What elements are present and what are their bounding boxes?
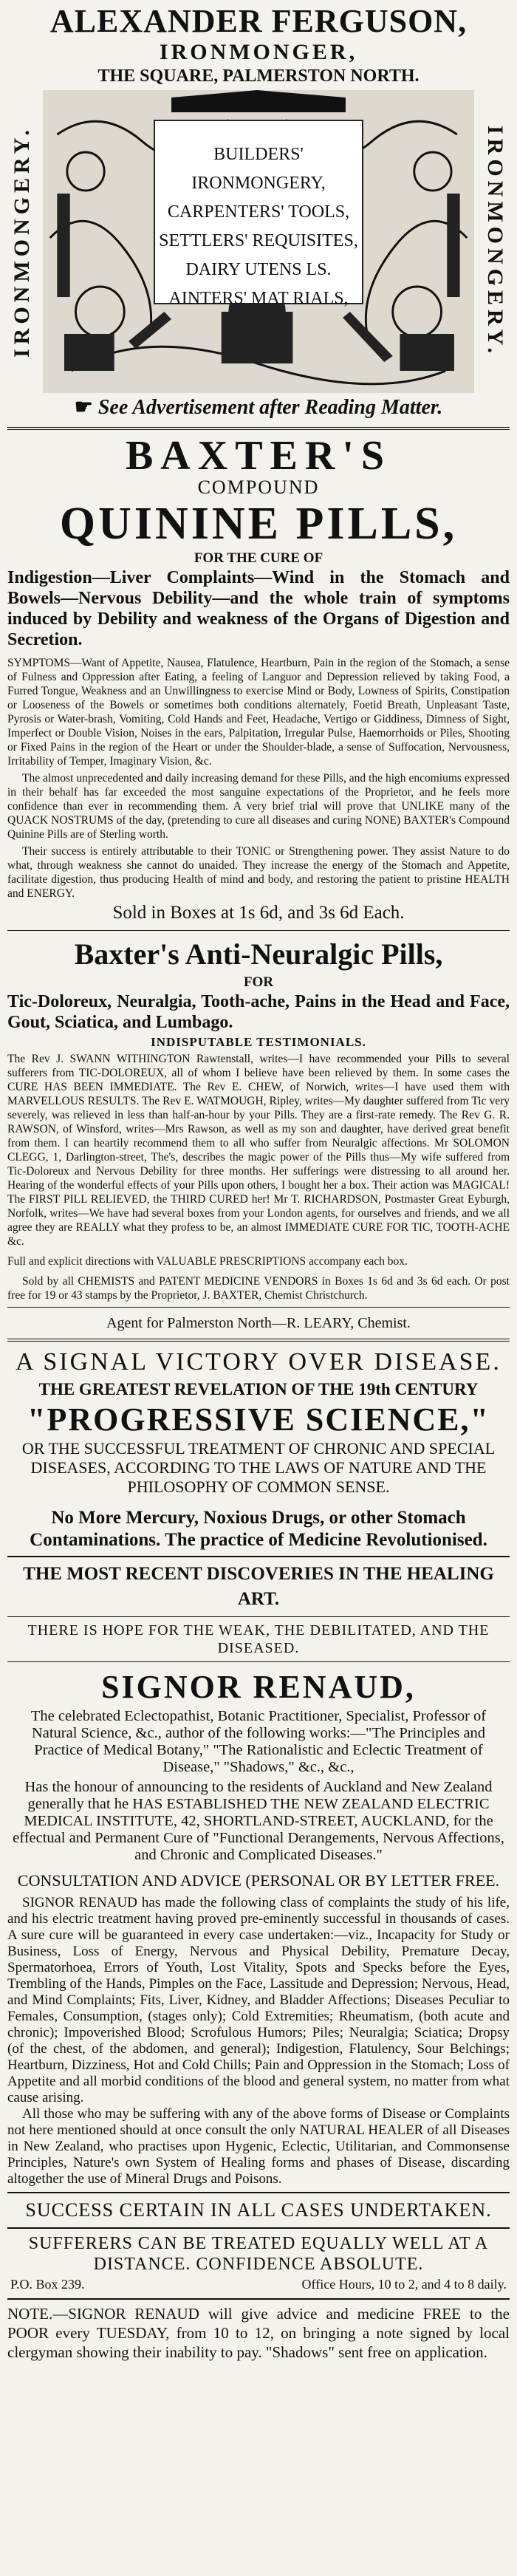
institute-announcement: Has the honour of announcing to the residents of Auckland and New Zealand generally that he HAS ESTABLISHED THE NEW ZEALAND ELECTRIC MEDICAL INSTITUTE, 42, SHORTLAND-STREET, AUCKLAND, for the effectual and Permanent Cure of "Functional Derangements, Nervous Affections, and Chronic and Complicated Diseases."	[13, 1779, 504, 1863]
contact-row	[7, 2275, 510, 2294]
goods-shield	[154, 120, 363, 308]
free-advice-note: NOTE.—SIGNOR RENAUD will give advice and medicine FREE to the POOR every TUESDAY, from 10 to 12, on bringing a note signed by local clergyman showing their inability to pay. "Shadows" sent free on application.	[7, 2305, 510, 2361]
goods-item: SETTLERS' REQUISITES,	[159, 231, 358, 250]
divider	[7, 427, 510, 430]
divider	[7, 1556, 510, 1557]
divider	[7, 930, 510, 931]
for-cure-label: FOR THE CURE OF	[194, 550, 323, 566]
baxter-advert	[7, 434, 510, 1334]
divider	[7, 1616, 510, 1617]
practitioner-name: SIGNOR RENAUD,	[101, 1669, 416, 1705]
progressive-science-title: "PROGRESSIVE SCIENCE,"	[27, 1401, 490, 1438]
anti-for-label: FOR	[243, 974, 274, 990]
ornament-illustration	[43, 90, 474, 393]
divider	[7, 2227, 510, 2229]
advertiser-trade: IRONMONGER,	[159, 40, 358, 64]
hope-line: THERE IS HOPE FOR THE WEAK, THE DEBILITATED, AND THE DISEASED.	[27, 1622, 490, 1656]
goods-item: CARPENTERS' TOOLS,	[167, 202, 350, 222]
divider	[7, 1307, 510, 1308]
symptoms-paragraph: SYMPTOMS—Want of Appetite, Nausea, Flatulence, Heartburn, Pain in the region of the Stomach, a sense of Fulness and Oppression after Eating, a feeling of Languor and Depression relieved by taking Food, a Furred Tongue, Weakness and an Unwillingness to exercise Mind or Body, Lowness of Spirits, Constipation or Looseness of the Bowels or sometimes both conditions alternately, Foetid Breath, Unpleasant Taste, Pyrosis or Water-brash, Vomiting, Cold Hands and Feet, Headache, Vertigo or Giddiness, Dimness of Sight, Imperfect or Double Vision, Noises in the ears, Palpitation, Irregular Pulse, Haemorrhoids or Piles, Shooting or Fixed Pains in the region of the Heart or under the Shoulder-blade, a sense of Suffocation, Nervousness, Irritability of Temper, Imaginary Vision, &c.	[7, 657, 510, 768]
recent-discoveries-line: THE MOST RECENT DISCOVERIES IN THE HEALING ART.	[23, 1564, 494, 1609]
ferguson-advert	[7, 0, 510, 423]
directions-line: Full and explicit directions with VALUABLE PRESCRIPTIONS accompany each box.	[7, 1255, 408, 1268]
divider	[7, 1661, 510, 1662]
demand-paragraph: The almost unprecedented and daily increasing demand for these Pills, and the high encomiums expressed in their behalf has far exceeded the most sanguine expectations of the Proprietor, and he feels more confidence than ever in recommending them. A very brief trial will prove that UNLIKE many of the QUACK NOSTRUMS of the day, (pretending to cure all diseases and curing NONE) BAXTER's Compound Quinine Pills are of Sterling worth.	[7, 772, 510, 841]
divider	[7, 1339, 510, 1342]
pointing-hand-icon: ☛	[74, 396, 93, 419]
product-name: QUININE PILLS,	[59, 499, 458, 549]
anti-indications: Tic-Doloreux, Neuralgia, Tooth-ache, Pains in the Head and Face, Gout, Sciatica, and Lumbago.	[7, 992, 510, 1032]
distance-treatment-line: SUFFERERS CAN BE TREATED EQUALLY WELL AT A DISTANCE. CONFIDENCE ABSOLUTE.	[28, 2234, 489, 2274]
goods-item: DAIRY UTENS LS.	[185, 260, 332, 279]
consultation-line: CONSULTATION AND ADVICE (PERSONAL OR BY LETTER FREE.	[17, 1871, 500, 1890]
goods-item: BUILDERS' IRONMONGERY,	[191, 145, 326, 193]
advertiser-name: ALEXANDER FERGUSON,	[49, 3, 468, 39]
advertiser-address: THE SQUARE, PALMERSTON NORTH.	[97, 66, 420, 86]
po-box: P.O. Box 239.	[10, 2277, 85, 2292]
complaints-paragraph: SIGNOR RENAUD has made the following class of complaints the study of his life, and his electric treatment having proved pre-eminently successful in thousands of cases. A sure cure will be guaranteed in every case undertaken:—viz., Incapacity for Study or Business, Loss of Energy, Nervous and Physical Debility, Premature Decay, Spermatorhoea, Errors of Youth, Lost Vitality, Spots and Specks before the Eyes, Trembling of the Hands, Pimples on the Face, Lassitude and Depression; Nervous, Head, and Mind Complaints; Fits, Liver, Kidney, and Bladder Affections; Diseases Peculiar to Females, Consumption, (stages only); Cold Extremities; Rheumatism, (both acute and chronic); Impoverished Blood; Scrofulous Humors; Piles; Neuralgia; Sciatica; Dropsy (of the chest, of the abdomen, and general); Indigestion, Flatulency, Sour Belchings; Heartburn, Dizziness, Hot and Cold Chills; Pain and Oppression in the Stomach; Loss of Appetite and all morbid conditions of the blood and general system, no matter from what cause arising.	[7, 1895, 510, 2105]
chemists-line: Sold by all CHEMISTS and PATENT MEDICINE VENDORS in Boxes 1s 6d and 3s 6d each. Or post free for 19 or 43 stamps by the Proprietor, J. BAXTER, Chemist Christchurch.	[7, 1275, 510, 1302]
treatment-subtitle: OR THE SUCCESSFUL TREATMENT OF CHRONIC AND SPECIAL DISEASES, ACCORDING TO THE LAWS OF NATURE AND THE PHILOSOPHY OF COMMON SENSE.	[21, 1439, 496, 1496]
price-line: Sold in Boxes at 1s 6d, and 3s 6d Each.	[112, 903, 405, 923]
testimonials-heading: INDISPUTABLE TESTIMONIALS.	[151, 1035, 366, 1049]
brand-title: BAXTER'S	[125, 433, 392, 479]
success-paragraph: Their success is entirely attributable to their TONIC or Strengthening power. They assist Nature to do what, through weakness she cannot do unaided. They increase the energy of the Stomach and Appetite, facilitate digestion, thus producing Health of mind and body, and restoring the patient to pristine HEALTH and ENERGY.	[7, 845, 510, 900]
divider	[7, 2298, 510, 2300]
goods-item: AINTERS' MAT RIALS,	[168, 289, 349, 308]
ornamental-frame	[7, 90, 510, 393]
see-advertisement-line: ☛ See Advertisement after Reading Matter.	[74, 396, 443, 419]
agent-line: Agent for Palmerston North—R. LEARY, Chemist.	[106, 1315, 411, 1331]
revelation-line: THE GREATEST REVELATION OF THE 19th CENTURY	[38, 1380, 479, 1398]
office-hours: Office Hours, 10 to 2, and 4 to 8 daily.	[301, 2277, 507, 2292]
renaud-advert	[7, 1346, 510, 2362]
compound-label: COMPOUND	[197, 476, 320, 498]
anti-neuralgic-title: Baxter's Anti-Neuralgic Pills,	[74, 937, 443, 971]
no-more-mercury-line: No More Mercury, Noxious Drugs, or other Stomach Contaminations. The practice of Medicine Revolutionised.	[30, 1508, 487, 1550]
sufferers-paragraph: All those who may be suffering with any of the above forms of Disease or Complaints not here mentioned should at once consult the only NATURAL HEALER of all Diseases in New Zealand, who practises upon Hygenic, Eclectic, Utilitarian, and Commonsense Principles, Nature's own System of Healing forms and phases of Disease, discarding altogether the use of Mineral Drugs and Poisons.	[7, 2106, 510, 2187]
divider	[7, 2192, 510, 2193]
testimonials-text: The Rev J. SWANN WITHINGTON Rawtenstall, writes—I have recommended your Pills to several sufferers from TIC-DOLOREUX, all of whom I believe have been relieved by them. In some cases the CURE HAS BEEN IMMEDIATE. The Rev E. CHEW, of Norwich, writes—I have used them with MARVELLOUS RESULTS. The Rev E. WATMOUGH, Ripley, writes—My daughter suffered from Tic very severely, was relieved in less than half-an-hour by your Pills. They are a first-rate remedy. The Rev G. R. RAWSON, of Winsford, writes—Mrs Rawson, as well as my son and daughter, have derived great benefit from them. I can heartily recommend them to all who suffer from Neuralgic affections. Mr SOLOMON CLEGG, 1, Darlington-street, The's, describes the magic power of the Pills thus—My wife suffered from Tic-Doloreux and Nervous Debility for three months. Her sufferings were distressing to all around her. Hearing of the wonderful effects of your Pills upon others, I bought her a box. Their action was MAGICAL! The FIRST PILL RELIEVED, the THIRD CURED her! Mr T. RICHARDSON, Postmaster Great Eyburgh, Norfolk, writes—We have had several boxes from your London agents, for ourselves and friends, and we all agree they are REALLY what they profess to be, an almost IMMEDIATE CURE FOR TIC, TOOTH-ACHE &c.	[7, 1053, 510, 1248]
side-label-left: IRONMONGERY.	[10, 125, 34, 358]
headline: A SIGNAL VICTORY OVER DISEASE.	[16, 1348, 501, 1376]
side-label-right: IRONMONGERY.	[483, 125, 507, 358]
success-certain-line: SUCCESS CERTAIN IN ALL CASES UNDERTAKEN.	[25, 2199, 492, 2221]
practitioner-bio: The celebrated Eclectopathist, Botanic Practitioner, Specialist, Professor of Natural Science, &c., author of the following works:—"The Principles and Practice of Medical Botany," "The Rationalistic and Eclectic Treatment of Disease," "Shadows," &c., &c.,	[30, 1708, 487, 1775]
indications-lead: Indigestion—Liver Complaints—Wind in the Stomach and Bowels—Nervous Debility—and the whole train of symptoms induced by Debility and weakness of the Organs of Digestion and Secretion.	[7, 568, 510, 649]
